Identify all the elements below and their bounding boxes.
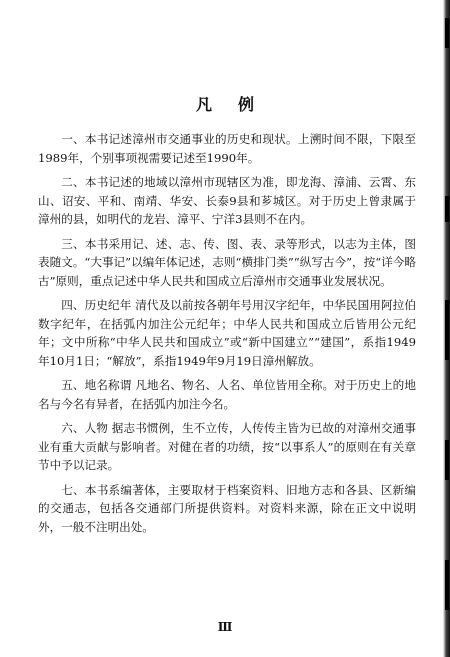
binding-mark xyxy=(445,300,449,360)
page-number: Ⅲ xyxy=(217,620,233,634)
paragraph-1: 一、本书记述漳州市交通事业的历史和现状。上溯时间不限，下限至1989年，个别事项视需要记述至1990年。 xyxy=(38,132,416,165)
page-title: 凡例 xyxy=(195,95,280,114)
paragraph-4: 四、历史纪年 清代及以前按各朝年号用汉字纪年，中华民国用阿拉伯数字纪年，在括弧内加注公元纪年；中华人民共和国成立后皆用公元纪年；文中所称“中华人民共和国成立”或“新中国建立”“建国”，系指1949年10月1日；“解放”，系指1949年9月19日漳州解放。 xyxy=(38,298,416,368)
binding-mark xyxy=(445,440,449,480)
paragraph-5: 五、地名称谓 凡地名、物名、人名、单位皆用全称。对于历史上的地名与今名有异者，在括弧内加注今名。 xyxy=(38,378,416,411)
binding-mark xyxy=(445,560,449,610)
paragraph-3: 三、本书采用记、述、志、传、图、表、录等形式，以志为主体，图表随文。“大事记”以编年体记述，志则“横排门类”“纵写古今”，按“详今略古”原则，重点记述中华人民共和国成立后漳州市交通事业发展状况。 xyxy=(38,236,416,288)
body-text xyxy=(38,130,416,542)
binding-mark xyxy=(445,196,449,222)
binding-mark xyxy=(445,18,449,48)
paragraph-2: 二、本书记述的地域以漳州市现辖区为准，即龙海、漳浦、云霄、东山、诏安、平和、南靖、华安、长泰9县和芗城区。对于历史上曾隶属于漳州的县，如明代的龙岩、漳平、宁洋3县则不在内。 xyxy=(38,175,416,226)
paragraph-7: 七、本书系编著体，主要取材于档案资料、旧地方志和各县、区新编的交通志，包括各交通部门所提供资料。对资料来源，除在正文中说明外，一般不注明出处。 xyxy=(38,482,416,534)
paragraph-6: 六、人物 据志书惯例，生不立传，人传传主皆为已故的对漳州交通事业有重大贡献与影响者。对健在者的功绩，按“以事系人”的原则在有关章节中予以记录。 xyxy=(38,421,416,472)
